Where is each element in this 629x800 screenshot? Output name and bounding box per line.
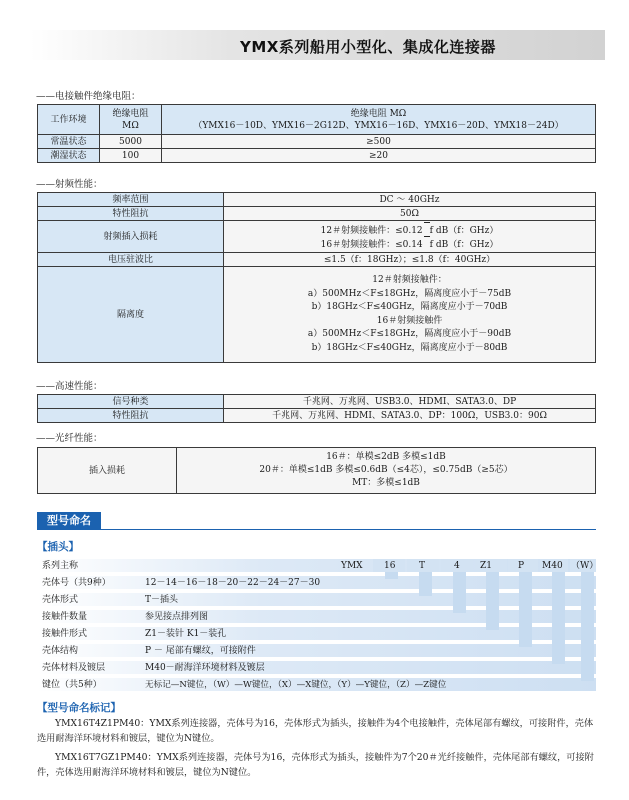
example-heading: 【型号命名标记】	[37, 702, 121, 714]
naming-section-title: 型号命名	[37, 512, 101, 530]
naming-label: 壳体形式	[42, 595, 79, 605]
insulation-heading: ——电接触件绝缘电阻：	[36, 91, 141, 102]
rf-loss-value: 12＃射频接触件：≤0.12 f dB（f：GHz） 16＃射频接触件：≤0.14 f dB（f：GHz）	[224, 221, 596, 253]
naming-strip	[37, 661, 596, 674]
rf-imp-value: 50Ω	[224, 207, 596, 221]
connector-bar	[453, 572, 466, 613]
hs-imp-value: 千兆网、万兆网、HDMI、SATA3.0、DP：100Ω，USB3.0：90Ω	[224, 409, 596, 423]
naming-desc: 无标记—N键位，（W）—W键位，（X）—X键位，（Y）—Y键位，（Z）—Z键位	[145, 680, 447, 690]
naming-label: 系列主称	[42, 561, 79, 571]
rf-iso-value: 12＃射频接触件： a）500MHz＜F≤18GHz，隔离度应小于－75dB b）18GHz＜F≤40GHz，隔离度应小于－70dB 16＃射频接触件 a）500MHz＜F≤18GHz，隔离度应小于－90dB b）18GHz＜F≤40GHz，隔离度应小于－80dB	[224, 267, 596, 363]
insulation-col-resistance: 绝缘电阻 MΩ	[100, 105, 162, 135]
insulation-val-normal: 5000	[100, 135, 162, 149]
rf-vswr-label: 电压驻波比	[38, 253, 224, 267]
naming-label: 壳体号（共9种）	[42, 578, 111, 588]
rf-table	[37, 192, 596, 363]
rf-iso-label: 隔离度	[38, 267, 224, 363]
rf-vswr-value: ≤1.5（f：18GHz）；≤1.8（f：40GHz）	[224, 253, 596, 267]
insulation-val2-humid: ≥20	[162, 149, 596, 163]
hs-imp-label: 特性阻抗	[38, 409, 224, 423]
naming-desc: Z1－装针 K1－装孔	[145, 629, 227, 639]
insulation-env-humid: 潮湿状态	[38, 149, 100, 163]
code-part-form: T	[419, 561, 426, 571]
connector-bar	[519, 572, 532, 647]
hs-heading: ——高速性能：	[36, 381, 103, 392]
connector-bar	[385, 572, 398, 579]
naming-label: 壳体结构	[42, 646, 79, 656]
hs-sig-label: 信号种类	[38, 395, 224, 409]
connector-bar	[581, 572, 594, 681]
naming-strip	[37, 627, 596, 640]
hs-table	[37, 394, 596, 423]
insulation-env-normal: 常温状态	[38, 135, 100, 149]
fiber-value: 16＃：单模≤2dB 多模≤1dB 20＃：单模≤1dB 多模≤0.6dB（≤4芯），≤0.75dB（≥5芯） MT：多模≤1dB	[177, 448, 596, 494]
insulation-val2-normal: ≥500	[162, 135, 596, 149]
insulation-val-humid: 100	[100, 149, 162, 163]
naming-label: 键位（共5种）	[42, 680, 102, 690]
fiber-table	[37, 447, 596, 494]
code-part-key: （W）	[571, 561, 599, 571]
sqrt-symbol	[424, 222, 430, 232]
naming-strip	[37, 593, 596, 606]
code-part-count: 4	[454, 561, 460, 571]
rf-heading: ——射频性能：	[36, 179, 103, 190]
insulation-table	[37, 104, 596, 163]
example-2: YMX16T7GZ1PM40：YMX系列连接器，壳体号为16，壳体形式为插头，接触件为7个20＃光纤接触件，壳体尾部有螺纹，可接附件，壳体选用耐海洋环境材料和镀层，键位为N键位。	[37, 752, 594, 778]
sqrt-symbol	[424, 236, 430, 246]
naming-strip	[37, 644, 596, 657]
rf-freq-label: 频率范围	[38, 193, 224, 207]
rf-loss-label: 射频插入损耗	[38, 221, 224, 253]
code-part-material: M40	[542, 561, 563, 571]
fiber-label: 插入损耗	[38, 448, 177, 494]
fiber-heading: ——光纤性能：	[36, 433, 103, 444]
plug-heading: 【插头】	[37, 541, 79, 553]
naming-label: 接触件数量	[42, 612, 88, 622]
rf-imp-label: 特性阻抗	[38, 207, 224, 221]
naming-desc: 参见接点排列图	[145, 612, 209, 622]
naming-label: 接触件形式	[42, 629, 88, 639]
naming-desc: P － 尾部有螺纹，可接附件	[145, 646, 256, 656]
code-part-series: YMX	[341, 561, 363, 571]
code-part-shell: 16	[384, 561, 396, 571]
rf-freq-value: DC ～ 40GHz	[224, 193, 596, 207]
naming-label: 壳体材料及镀层	[42, 663, 106, 673]
insulation-col-env: 工作环境	[38, 105, 100, 135]
naming-desc: T－插头	[145, 595, 179, 605]
insulation-col-models: 绝缘电阻 MΩ （YMX16－10D、YMX16－2G12D、YMX16－16D、YMX16－20D、YMX18－24D）	[162, 105, 596, 135]
connector-bar	[486, 572, 499, 630]
code-part-contact: Z1	[480, 561, 492, 571]
hs-sig-value: 千兆网、万兆网、USB3.0、HDMI、SATA3.0、DP	[224, 395, 596, 409]
example-1: YMX16T4Z1PM40：YMX系列连接器，壳体号为16，壳体形式为插头，接触件为4个电接触件，壳体尾部有螺纹，可接附件，壳体选用耐海洋环境材料和镀层，键位为N键位。	[37, 718, 594, 744]
naming-desc: M40－耐海洋环境材料及镀层	[145, 663, 265, 673]
section-divider	[101, 529, 596, 530]
connector-bar	[419, 572, 432, 596]
naming-strip	[37, 610, 596, 623]
page-title: YMX系列船用小型化、集成化连接器	[240, 38, 496, 56]
code-part-structure: P	[518, 561, 525, 571]
connector-bar	[552, 572, 565, 664]
naming-desc: 12－14－16－18－20－22－24－27－30	[145, 578, 321, 588]
